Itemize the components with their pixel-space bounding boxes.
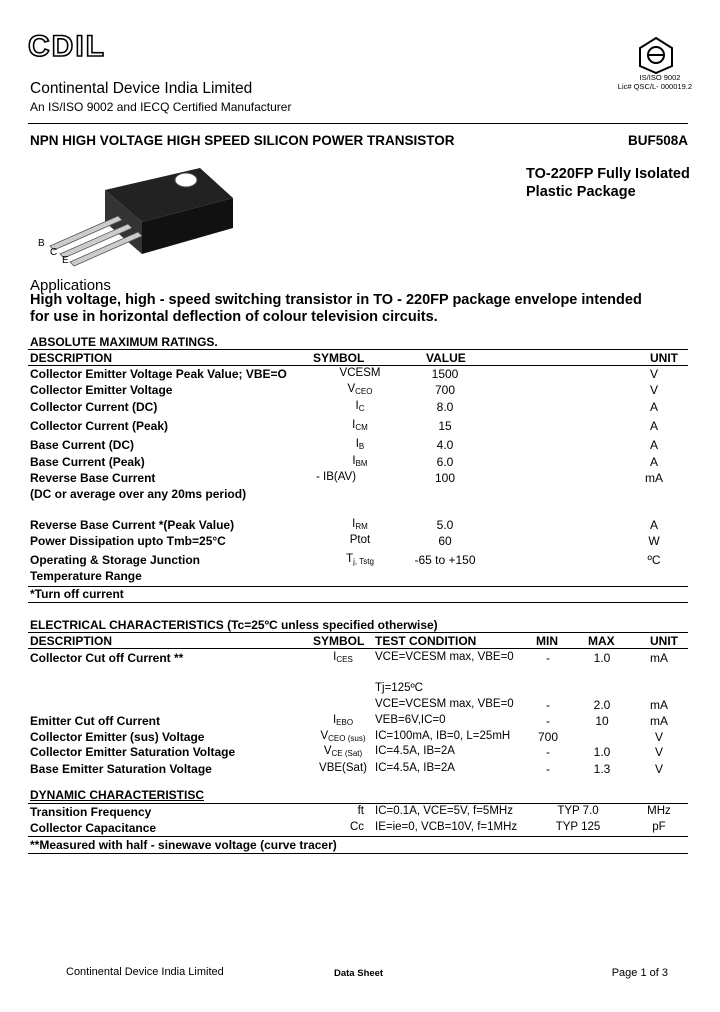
abs-max-symbol <box>330 455 390 468</box>
abs-max-unit: W <box>648 534 660 548</box>
symbol-base: Ptot <box>349 534 371 546</box>
symbol-base: VCESM <box>339 367 381 379</box>
abs-max-symbol <box>330 419 390 432</box>
abs-max-unit: mA <box>645 471 663 485</box>
page-title: NPN HIGH VOLTAGE HIGH SPEED SILICON POWER TRANSISTOR <box>30 133 455 148</box>
elec-description: Collector Emitter (sus) Voltage <box>30 730 205 744</box>
abs-max-description: Collector Current (DC) <box>30 400 158 414</box>
dynamic-rule-top <box>28 803 688 804</box>
elec-test-condition: Tj=125ºC <box>375 682 423 694</box>
abs-max-unit: ºC <box>647 553 661 567</box>
symbol-subscript: C <box>358 404 365 413</box>
elec-max: 2.0 <box>593 698 611 712</box>
abs-max-description: Power Dissipation upto Tmb=25°C <box>30 534 226 548</box>
abs-max-unit: V <box>649 383 658 397</box>
elec-symbol <box>318 651 368 664</box>
elec-min: 700 <box>537 730 559 744</box>
abs-max-rule-header <box>28 365 688 366</box>
abs-max-col-value: VALUE <box>426 351 466 365</box>
elec-description: Collector Emitter Saturation Voltage <box>30 745 236 759</box>
dynamic-description: Transition Frequency <box>30 805 152 819</box>
cert-license: Lic# QSC/L- 000019.2 <box>617 82 692 91</box>
elec-unit: mA <box>650 698 668 712</box>
elec-unit: V <box>654 730 663 744</box>
certification-seal-icon <box>636 36 676 74</box>
abs-max-value: 4.0 <box>436 438 454 452</box>
symbol-subscript: CEO <box>355 387 373 396</box>
dynamic-symbol: ft <box>357 805 364 817</box>
abs-max-heading: ABSOLUTE MAXIMUM RATINGS. <box>30 335 218 349</box>
header-rule <box>28 123 688 124</box>
elec-unit: mA <box>650 714 668 728</box>
footer-page-number: Page 1 of 3 <box>611 967 668 979</box>
abs-max-value: 100 <box>434 471 456 485</box>
abs-max-description: Reverse Base Current *(Peak Value) <box>30 518 235 532</box>
dynamic-typical: TYP 125 <box>555 821 601 833</box>
elec-min: - <box>546 714 550 728</box>
abs-max-description: Base Current (DC) <box>30 438 135 452</box>
elec-max: 1.0 <box>593 745 611 759</box>
symbol-base: I <box>332 714 337 726</box>
company-name: Continental Device India Limited <box>30 80 253 97</box>
footer-doc-type: Data Sheet <box>334 968 384 979</box>
dynamic-typical: TYP 7.0 <box>557 805 599 817</box>
elec-col-test: TEST CONDITION <box>375 634 477 648</box>
abs-max-description: Operating & Storage Junction <box>30 553 201 567</box>
abs-max-note: *Turn off current <box>30 587 124 601</box>
dynamic-note: **Measured with half - sinewave voltage (curve tracer) <box>30 838 337 852</box>
abs-max-symbol <box>330 367 390 379</box>
elec-heading: ELECTRICAL CHARACTERISTICS (Tc=25ºC unless specified otherwise) <box>30 618 438 632</box>
abs-max-symbol <box>330 534 390 546</box>
abs-max-description-cont: Temperature Range <box>30 569 142 583</box>
abs-max-symbol <box>330 438 390 451</box>
elec-min: - <box>546 698 550 712</box>
applications-line-2: for use in horizontal deflection of colour television circuits. <box>30 309 438 325</box>
symbol-base: T <box>346 553 354 565</box>
cert-standard: IS/ISO 9002 <box>639 73 681 82</box>
abs-max-description: Collector Emitter Voltage Peak Value; VBE=O <box>30 367 287 381</box>
symbol-base: I <box>352 419 356 431</box>
symbol-subscript: j, Tstg <box>353 557 374 566</box>
abs-max-value: 1500 <box>431 367 459 381</box>
abs-max-description: Collector Emitter Voltage <box>30 383 173 397</box>
symbol-subscript: BM <box>355 459 368 468</box>
abs-max-value: 5.0 <box>436 518 454 532</box>
symbol-base: V <box>347 383 356 395</box>
package-type: TO-220FP Fully Isolated <box>526 166 690 182</box>
elec-unit: mA <box>650 651 668 665</box>
elec-description: Base Emitter Saturation Voltage <box>30 762 212 776</box>
elec-test-condition: VCE=VCESM max, VBE=0 <box>375 698 514 710</box>
abs-max-description-cont: (DC or average over any 20ms period) <box>30 487 247 501</box>
elec-symbol <box>318 762 368 774</box>
elec-unit: V <box>654 762 663 776</box>
symbol-base: I <box>355 438 359 450</box>
abs-max-unit: A <box>649 518 658 532</box>
pin-label-b: B <box>38 238 45 249</box>
symbol-base: VBE(Sat) <box>319 762 367 774</box>
dynamic-rule-bottom <box>28 853 688 854</box>
dynamic-description: Collector Capacitance <box>30 821 157 835</box>
symbol-subscript: CE (Sat) <box>331 749 363 758</box>
symbol-base: I <box>355 400 359 412</box>
symbol-subscript: CM <box>355 423 368 432</box>
abs-max-description: Reverse Base Current <box>30 471 156 485</box>
abs-max-unit: A <box>649 455 658 469</box>
package-illustration <box>30 160 250 270</box>
applications-heading: Applications <box>30 277 111 294</box>
abs-max-col-description: DESCRIPTION <box>30 351 113 365</box>
abs-max-unit: A <box>649 400 658 414</box>
elec-rule-header <box>28 648 688 649</box>
elec-max: 10 <box>595 714 609 728</box>
abs-max-value: 15 <box>438 419 452 433</box>
symbol-subscript: CEO (sus) <box>328 734 366 743</box>
dynamic-test-condition: IC=0.1A, VCE=5V, f=5MHz <box>375 805 513 817</box>
elec-test-condition: IC=100mA, IB=0, L=25mH <box>375 730 511 742</box>
symbol-base: I <box>352 455 356 467</box>
elec-symbol <box>318 745 368 758</box>
abs-max-unit: V <box>649 367 658 381</box>
part-number: BUF508A <box>627 133 688 148</box>
dynamic-unit: pF <box>652 821 666 833</box>
abs-max-rule-top <box>28 349 688 350</box>
symbol-subscript: RM <box>355 522 368 531</box>
elec-test-condition: VCE=VCESM max, VBE=0 <box>375 651 514 663</box>
elec-test-condition: IC=4.5A, IB=2A <box>375 745 455 757</box>
symbol-base: V <box>320 730 329 742</box>
abs-max-description: Base Current (Peak) <box>30 455 145 469</box>
symbol-base: I <box>333 651 337 663</box>
abs-max-col-unit: UNIT <box>650 351 678 365</box>
applications-line-1: High voltage, high - speed switching transistor in TO - 220FP package envelope intended <box>30 292 642 308</box>
elec-col-min: MIN <box>536 634 558 648</box>
symbol-subscript: CES <box>336 655 353 664</box>
elec-rule-top <box>28 632 688 633</box>
company-logo: CDIL <box>28 30 106 63</box>
elec-col-symbol: SYMBOL <box>313 634 365 648</box>
symbol-subscript: EBO <box>336 718 354 727</box>
elec-unit: V <box>654 745 663 759</box>
elec-test-condition: IC=4.5A, IB=2A <box>375 762 455 774</box>
abs-max-value: 8.0 <box>436 400 454 414</box>
pin-label-c: C <box>50 247 58 258</box>
dynamic-rule-note <box>28 836 688 837</box>
elec-col-unit: UNIT <box>650 634 678 648</box>
elec-symbol <box>318 714 368 727</box>
pin-label-e: E <box>62 255 69 266</box>
abs-max-value: 60 <box>438 534 452 548</box>
symbol-base: I <box>352 518 356 530</box>
abs-max-symbol <box>330 553 390 566</box>
abs-max-symbol <box>330 400 390 413</box>
abs-max-description: Collector Current (Peak) <box>30 419 169 433</box>
elec-col-description: DESCRIPTION <box>30 634 113 648</box>
dynamic-unit: MHz <box>647 805 671 817</box>
abs-max-symbol <box>316 471 386 483</box>
symbol-subscript: B <box>358 442 365 451</box>
elec-min: - <box>546 651 550 665</box>
elec-symbol <box>318 730 368 743</box>
dynamic-heading: DYNAMIC CHARACTERISTISC <box>30 788 204 802</box>
elec-col-max: MAX <box>588 634 615 648</box>
elec-min: - <box>546 762 550 776</box>
elec-description: Collector Cut off Current ** <box>30 651 184 665</box>
abs-max-value: 700 <box>434 383 456 397</box>
elec-max: 1.0 <box>593 651 611 665</box>
abs-max-unit: A <box>649 438 658 452</box>
abs-max-rule-bottom <box>28 602 688 603</box>
abs-max-symbol <box>330 518 390 531</box>
abs-max-symbol <box>330 383 390 396</box>
elec-min: - <box>546 745 550 759</box>
dynamic-test-condition: IE=ie=0, VCB=10V, f=1MHz <box>375 821 518 833</box>
abs-max-col-symbol: SYMBOL <box>313 351 365 365</box>
company-tagline: An IS/ISO 9002 and IECQ Certified Manufacturer <box>30 100 292 114</box>
symbol-base: V <box>323 745 332 757</box>
abs-max-value: -65 to +150 <box>414 553 476 567</box>
abs-max-unit: A <box>649 419 658 433</box>
elec-description: Emitter Cut off Current <box>30 714 160 728</box>
footer-company: Continental Device India Limited <box>66 966 224 978</box>
elec-test-condition: VEB=6V,IC=0 <box>375 714 446 726</box>
package-description: Plastic Package <box>526 184 636 200</box>
elec-max: 1.3 <box>593 762 611 776</box>
dynamic-symbol: Cc <box>349 821 364 833</box>
symbol-base: - IB(AV) <box>316 471 357 483</box>
abs-max-rule-note <box>28 586 688 587</box>
abs-max-value: 6.0 <box>436 455 454 469</box>
